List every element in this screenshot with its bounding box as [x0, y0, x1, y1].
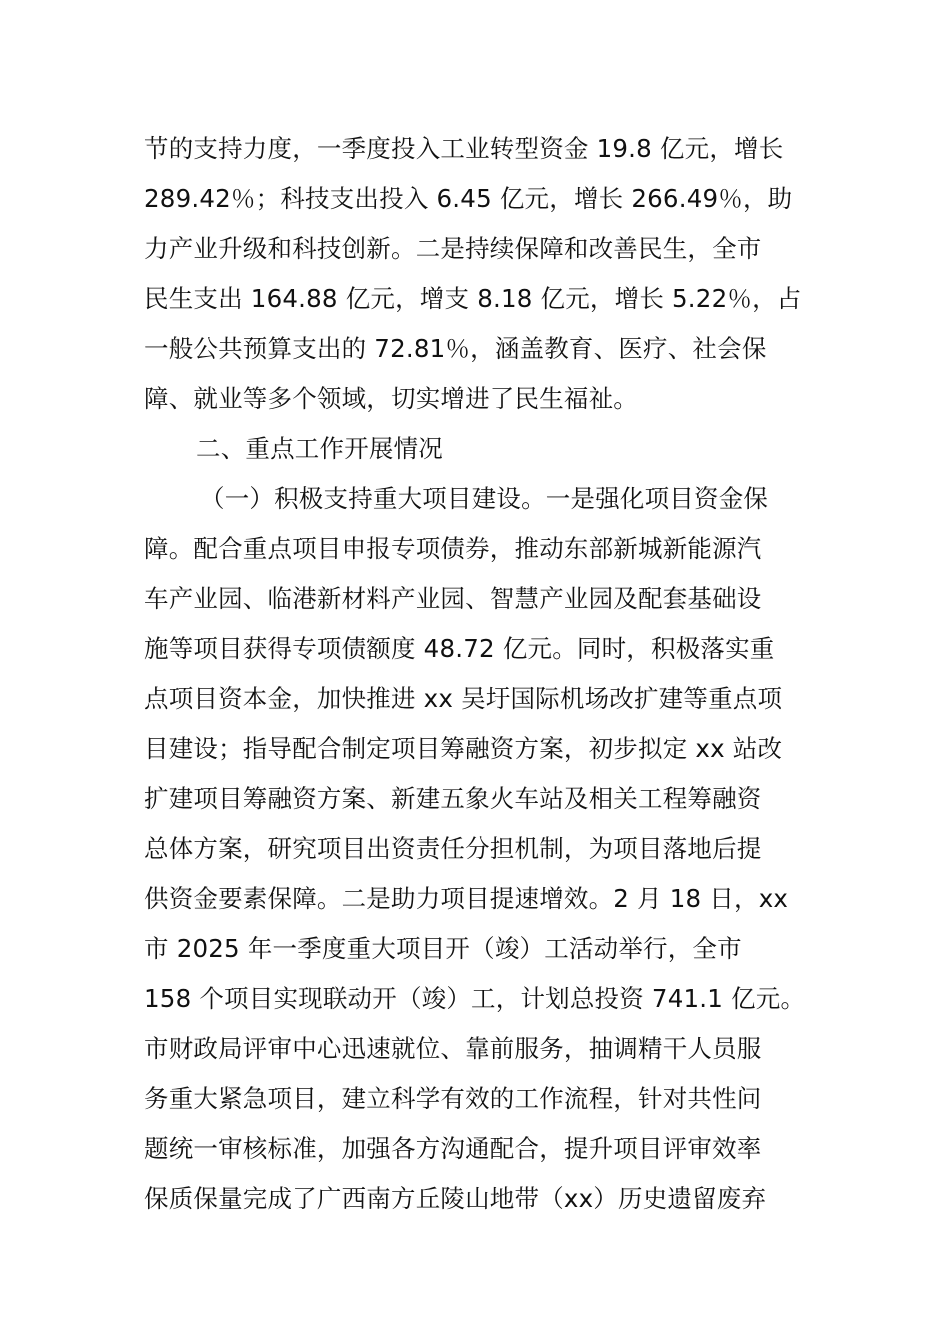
text-line: 施等项目获得专项债额度 48.72 亿元。同时，积极落实重: [144, 634, 775, 663]
text-line: 289.42％；科技支出投入 6.45 亿元，增长 266.49％，助: [144, 184, 793, 213]
text-line: 保质保量完成了广西南方丘陵山地带（xx）历史遗留废弃: [144, 1184, 767, 1213]
section-heading: 二、重点工作开展情况: [196, 434, 443, 463]
text-line: 总体方案，研究项目出资责任分担机制，为项目落地后提: [144, 834, 762, 863]
text-line: 车产业园、临港新材料产业园、智慧产业园及配套基础设: [144, 584, 762, 613]
text-line: 目建设；指导配合制定项目筹融资方案，初步拟定 xx 站改: [144, 734, 783, 763]
text-line: 节的支持力度，一季度投入工业转型资金 19.8 亿元，增长: [144, 134, 784, 163]
text-line: 题统一审核标准，加强各方沟通配合，提升项目评审效率: [144, 1134, 762, 1163]
text-line: 扩建项目筹融资方案、新建五象火车站及相关工程筹融资: [144, 784, 762, 813]
text-line: 民生支出 164.88 亿元，增支 8.18 亿元，增长 5.22％，占: [144, 284, 802, 313]
document-page: [144, 124, 814, 1224]
text-line: 供资金要素保障。二是助力项目提速增效。2 月 18 日，xx: [144, 884, 789, 913]
text-line: 点项目资本金，加快推进 xx 吴圩国际机场改扩建等重点项: [144, 684, 783, 713]
text-line: 158 个项目实现联动开（竣）工，计划总投资 741.1 亿元。: [144, 984, 806, 1013]
text-line: 一般公共预算支出的 72.81％，涵盖教育、医疗、社会保: [144, 334, 767, 363]
text-line: 障。配合重点项目申报专项债券，推动东部新城新能源汽: [144, 534, 762, 563]
paragraph-first-line: （一）积极支持重大项目建设。一是强化项目资金保: [200, 484, 769, 513]
text-line: 市财政局评审中心迅速就位、靠前服务，抽调精干人员服: [144, 1034, 762, 1063]
text-line: 力产业升级和科技创新。二是持续保障和改善民生，全市: [144, 234, 762, 263]
text-line: 务重大紧急项目，建立科学有效的工作流程，针对共性问: [144, 1084, 762, 1113]
text-line: 障、就业等多个领域，切实增进了民生福祉。: [144, 384, 638, 413]
text-line: 市 2025 年一季度重大项目开（竣）工活动举行，全市: [144, 934, 742, 963]
